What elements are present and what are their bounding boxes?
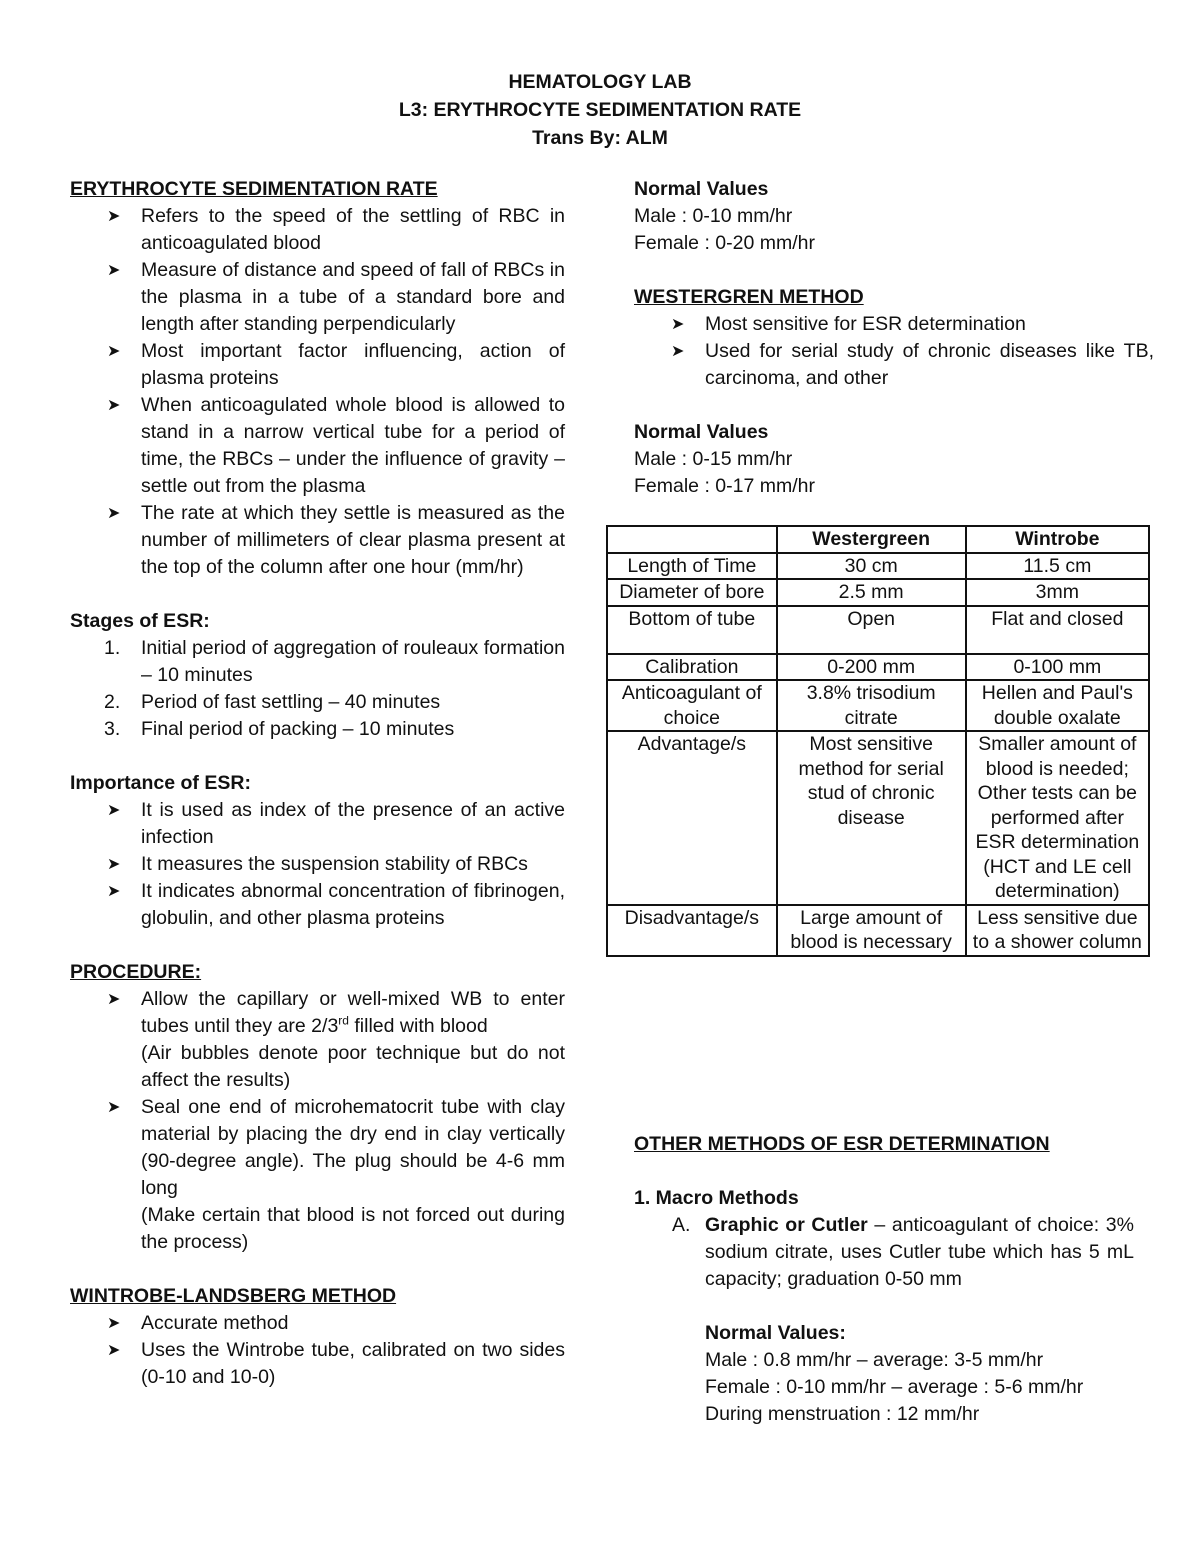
importance-heading: Importance of ESR: (70, 772, 251, 794)
list-item: ➤ Refers to the speed of the settling of RBC in anticoagulated blood (70, 203, 565, 257)
list-item: ➤ Seal one end of microhematocrit tube with clay material by placing the dry end in clay vertically (90-degree angle). The plug should be 4-6 mm long (70, 1094, 565, 1202)
table-cell: Diameter of bore (607, 579, 777, 606)
left-column (70, 176, 565, 1391)
macro-normal-heading: Normal Values: (705, 1322, 846, 1344)
table-header-cell (607, 526, 777, 553)
table-row (607, 731, 1149, 905)
westergren-list (634, 311, 1154, 392)
procedure-heading: PROCEDURE: (70, 961, 202, 983)
comparison-table (606, 525, 1150, 957)
table-cell: 2.5 mm (777, 579, 966, 606)
list-item: ➤ Allow the capillary or well-mixed WB to enter tubes until they are 2/3rd filled with blood (70, 986, 565, 1040)
procedure-note: (Air bubbles denote poor technique but do not affect the results) (141, 1042, 565, 1091)
normal-value: Female : 0-10 mm/hr – average : 5-6 mm/hr (705, 1376, 1084, 1398)
table-row (607, 680, 1149, 731)
table-cell: 0-200 mm (777, 654, 966, 681)
table-row (607, 654, 1149, 681)
table-cell: Flat and closed (966, 606, 1149, 654)
table-cell: 3.8% trisodium citrate (777, 680, 966, 731)
normal-value: Female : 0-20 mm/hr (634, 232, 815, 254)
macro-methods-heading: 1. Macro Methods (634, 1187, 799, 1209)
table-cell: Hellen and Paul's double oxalate (966, 680, 1149, 731)
normal-value: Male : 0-10 mm/hr (634, 205, 793, 227)
other-methods-heading: OTHER METHODS OF ESR DETERMINATION (634, 1133, 1050, 1155)
table-cell: Length of Time (607, 553, 777, 580)
table-cell: Anticoagulant of choice (607, 680, 777, 731)
wintrobe-normal-heading: Normal Values (634, 178, 769, 200)
table-header-row (607, 526, 1149, 553)
table-row (607, 553, 1149, 580)
wintrobe-heading: WINTROBE-LANDSBERG METHOD (70, 1285, 397, 1307)
table-cell: Smaller amount of blood is needed; Other tests can be performed after ESR determination (HCT and LE cell determination) (966, 731, 1149, 905)
normal-value: Female : 0-17 mm/hr (634, 475, 815, 497)
procedure-note: (Make certain that blood is not forced out during the process) (141, 1204, 565, 1253)
table-header-cell: Wintrobe (966, 526, 1149, 553)
table-row (607, 606, 1149, 654)
table-cell: Most sensitive method for serial stud of chronic disease (777, 731, 966, 905)
table-cell: Bottom of tube (607, 606, 777, 654)
list-item: 3. Final period of packing – 10 minutes (104, 718, 455, 740)
wintrobe-list (70, 1310, 565, 1391)
stages-list (70, 635, 565, 743)
esr-bullet-list (70, 203, 565, 581)
table-cell: Calibration (607, 654, 777, 681)
normal-value: During menstruation : 12 mm/hr (705, 1403, 980, 1425)
table-row (607, 905, 1149, 956)
list-item: ➤ Uses the Wintrobe tube, calibrated on two sides (0-10 and 10-0) (70, 1337, 565, 1391)
list-item: ➤ Most important factor influencing, action of plasma proteins (70, 338, 565, 392)
stages-heading: Stages of ESR: (70, 610, 210, 632)
course-title: HEMATOLOGY LAB (508, 71, 692, 93)
list-item: 2. Period of fast settling – 40 minutes (104, 691, 441, 713)
list-item: ➤ When anticoagulated whole blood is allowed to stand in a narrow vertical tube for a period of time, the RBCs – under the influence of gravity – settle out from the plasma (70, 392, 565, 500)
list-item: ➤ Most sensitive for ESR determination (634, 311, 1154, 338)
table-cell: 0-100 mm (966, 654, 1149, 681)
table-cell: Disadvantage/s (607, 905, 777, 956)
table-cell: Open (777, 606, 966, 654)
list-item: A. Graphic or Cutler – anticoagulant of choice: 3% sodium citrate, uses Cutler tube which has 5 mL capacity; graduation 0-50 mm (672, 1214, 1134, 1290)
westergren-normal-heading: Normal Values (634, 421, 769, 443)
list-item: 1. Initial period of aggregation of rouleaux formation – 10 minutes (104, 637, 565, 686)
table-header-cell: Westergreen (777, 526, 966, 553)
list-item: ➤ Used for serial study of chronic diseases like TB, carcinoma, and other (634, 338, 1154, 392)
importance-list (70, 797, 565, 932)
list-item: ➤ It is used as index of the presence of an active infection (70, 797, 565, 851)
esr-heading: ERYTHROCYTE SEDIMENTATION RATE (70, 178, 438, 200)
list-item: ➤ Measure of distance and speed of fall of RBCs in the plasma in a tube of a standard bore and length after standing perpendicularly (70, 257, 565, 338)
table-cell: 11.5 cm (966, 553, 1149, 580)
table-cell: Advantage/s (607, 731, 777, 905)
normal-value: Male : 0-15 mm/hr (634, 448, 793, 470)
author-line: Trans By: ALM (532, 127, 668, 149)
other-methods-section (634, 1131, 1134, 1428)
list-item: ➤ Accurate method (70, 1310, 565, 1337)
list-item: ➤ It indicates abnormal concentration of fibrinogen, globulin, and other plasma proteins (70, 878, 565, 932)
lesson-title: L3: ERYTHROCYTE SEDIMENTATION RATE (398, 99, 802, 121)
table-cell: 30 cm (777, 553, 966, 580)
westergren-heading: WESTERGREN METHOD (634, 286, 864, 308)
table-cell: Less sensitive due to a shower column (966, 905, 1149, 956)
table-cell: Large amount of blood is necessary (777, 905, 966, 956)
document-header (0, 68, 1200, 152)
list-item: ➤ It measures the suspension stability of RBCs (70, 851, 565, 878)
table-row (607, 579, 1149, 606)
normal-value: Male : 0.8 mm/hr – average: 3-5 mm/hr (705, 1349, 1044, 1371)
list-item: ➤ The rate at which they settle is measured as the number of millimeters of clear plasma present at the top of the column after one hour (mm/hr) (70, 500, 565, 581)
table-cell: 3mm (966, 579, 1149, 606)
procedure-list (70, 986, 565, 1040)
right-column (634, 176, 1154, 500)
